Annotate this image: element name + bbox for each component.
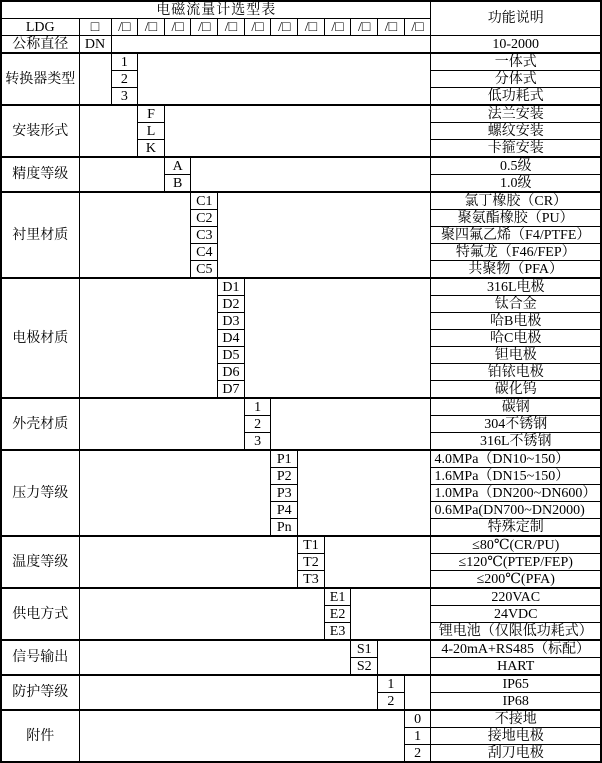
description-cell: 刮刀电极 xyxy=(431,745,601,763)
category-label: 安装形式 xyxy=(1,105,79,157)
description-cell: 特殊定制 xyxy=(431,519,601,537)
model-segment-box: /□ xyxy=(378,19,405,36)
option-row xyxy=(1,398,601,416)
option-row xyxy=(1,53,601,71)
code-cell: DN xyxy=(79,36,111,54)
description-cell: 220VAC xyxy=(431,588,601,606)
category-label: 外壳材质 xyxy=(1,398,79,450)
code-cell: E2 xyxy=(324,606,351,623)
description-cell: 低功耗式 xyxy=(431,88,601,106)
description-cell: 4-20mA+RS485（标配） xyxy=(431,640,601,658)
description-cell: 分体式 xyxy=(431,71,601,88)
spacer-cell xyxy=(79,398,244,450)
category-label: 信号输出 xyxy=(1,640,79,675)
code-cell: D6 xyxy=(218,364,245,381)
code-cell: C1 xyxy=(191,192,218,210)
model-segment-box: /□ xyxy=(111,19,138,36)
spacer-cell xyxy=(378,640,431,675)
description-cell: 0.5级 xyxy=(431,157,601,175)
code-cell: K xyxy=(138,140,165,158)
spacer-cell xyxy=(79,710,404,762)
description-cell: 24VDC xyxy=(431,606,601,623)
code-cell: D3 xyxy=(218,313,245,330)
option-row xyxy=(1,675,601,693)
spacer-cell xyxy=(351,588,431,640)
spacer-cell xyxy=(111,36,431,54)
description-cell: 316L电极 xyxy=(431,278,601,296)
spacer-cell xyxy=(79,53,111,105)
code-cell: C4 xyxy=(191,244,218,261)
code-cell: 2 xyxy=(244,416,271,433)
model-segment-box: /□ xyxy=(324,19,351,36)
spacer-cell xyxy=(138,53,431,105)
model-segment-box: /□ xyxy=(271,19,298,36)
category-label: 防护等级 xyxy=(1,675,79,710)
description-cell: 聚四氟乙烯（F4/PTFE） xyxy=(431,227,601,244)
code-cell: 0 xyxy=(404,710,431,728)
description-cell: 不接地 xyxy=(431,710,601,728)
option-row xyxy=(1,278,601,296)
category-label: 精度等级 xyxy=(1,157,79,192)
code-cell: E3 xyxy=(324,623,351,641)
category-label: 压力等级 xyxy=(1,450,79,536)
description-cell: 1.0MPa（DN200~DN600） xyxy=(431,485,601,502)
code-cell: 1 xyxy=(244,398,271,416)
spacer-cell xyxy=(79,588,324,640)
option-row xyxy=(1,588,601,606)
code-cell: 2 xyxy=(378,693,405,711)
model-segment-box: /□ xyxy=(298,19,325,36)
option-row xyxy=(1,157,601,175)
code-cell: P2 xyxy=(271,468,298,485)
spacer-cell xyxy=(298,450,431,536)
code-cell: E1 xyxy=(324,588,351,606)
description-cell: 接地电极 xyxy=(431,728,601,745)
category-label: 电极材质 xyxy=(1,278,79,398)
code-cell: A xyxy=(164,157,191,175)
model-digit-box: □ xyxy=(79,19,111,36)
description-cell: IP68 xyxy=(431,693,601,711)
option-row xyxy=(1,640,601,658)
model-segment-box: /□ xyxy=(164,19,191,36)
code-cell: S1 xyxy=(351,640,378,658)
description-cell: 锂电池（仅限低功耗式） xyxy=(431,623,601,641)
model-segment-box: /□ xyxy=(404,19,431,36)
code-cell: P1 xyxy=(271,450,298,468)
description-cell: 氯丁橡胶（CR） xyxy=(431,192,601,210)
category-label: 供电方式 xyxy=(1,588,79,640)
dn-row xyxy=(1,36,601,54)
code-cell: 3 xyxy=(111,88,138,106)
spacer-cell xyxy=(164,105,431,157)
code-cell: 1 xyxy=(404,728,431,745)
option-row xyxy=(1,536,601,554)
category-label: 公称直径 xyxy=(1,36,79,54)
description-cell: 哈B电极 xyxy=(431,313,601,330)
code-cell: C5 xyxy=(191,261,218,279)
spacer-cell xyxy=(79,157,164,192)
option-row xyxy=(1,105,601,123)
description-cell: 碳钢 xyxy=(431,398,601,416)
spacer-cell xyxy=(79,192,191,278)
category-label: 转换器类型 xyxy=(1,53,79,105)
model-segment-box: /□ xyxy=(138,19,165,36)
description-cell: ≤120℃(PTEP/FEP) xyxy=(431,554,601,571)
description-cell: 碳化钨 xyxy=(431,381,601,399)
description-cell: 一体式 xyxy=(431,53,601,71)
function-column-header: 功能说明 xyxy=(431,1,601,36)
description-cell: 316L不锈钢 xyxy=(431,433,601,451)
description-cell: ≤80℃(CR/PU) xyxy=(431,536,601,554)
description-cell: 哈C电极 xyxy=(431,330,601,347)
model-segment-box: /□ xyxy=(244,19,271,36)
table-title: 电磁流量计选型表 xyxy=(1,1,431,19)
code-cell: 2 xyxy=(404,745,431,763)
description-cell: IP65 xyxy=(431,675,601,693)
model-prefix: LDG xyxy=(1,19,79,36)
code-cell: P3 xyxy=(271,485,298,502)
code-cell: 3 xyxy=(244,433,271,451)
option-row xyxy=(1,192,601,210)
description-cell: 共聚物（PFA） xyxy=(431,261,601,279)
category-label: 温度等级 xyxy=(1,536,79,588)
code-cell: 1 xyxy=(378,675,405,693)
spacer-cell xyxy=(79,278,218,398)
description-cell: 0.6MPa(DN700~DN2000) xyxy=(431,502,601,519)
spacer-cell xyxy=(79,675,378,710)
option-row xyxy=(1,710,601,728)
spacer-cell xyxy=(218,192,431,278)
code-cell: D2 xyxy=(218,296,245,313)
code-cell: D4 xyxy=(218,330,245,347)
code-cell: B xyxy=(164,175,191,193)
code-cell: 2 xyxy=(111,71,138,88)
description-cell: 钽电极 xyxy=(431,347,601,364)
description-cell: 铂铱电极 xyxy=(431,364,601,381)
code-cell: D7 xyxy=(218,381,245,399)
spacer-cell xyxy=(404,675,431,710)
description-cell: 4.0MPa（DN10~150） xyxy=(431,450,601,468)
code-cell: C3 xyxy=(191,227,218,244)
code-cell: S2 xyxy=(351,658,378,676)
description-cell: 卡箍安装 xyxy=(431,140,601,158)
code-cell: P4 xyxy=(271,502,298,519)
description-cell: 法兰安装 xyxy=(431,105,601,123)
spacer-cell xyxy=(79,450,271,536)
description-cell: 1.0级 xyxy=(431,175,601,193)
description-cell: 10-2000 xyxy=(431,36,601,54)
spacer-cell xyxy=(324,536,431,588)
spacer-cell xyxy=(244,278,431,398)
code-cell: D5 xyxy=(218,347,245,364)
model-segment-box: /□ xyxy=(351,19,378,36)
category-label: 附件 xyxy=(1,710,79,762)
description-cell: 螺纹安装 xyxy=(431,123,601,140)
description-cell: 钛合金 xyxy=(431,296,601,313)
code-cell: T1 xyxy=(298,536,325,554)
description-cell: 304不锈钢 xyxy=(431,416,601,433)
option-row xyxy=(1,450,601,468)
description-cell: HART xyxy=(431,658,601,676)
code-cell: T3 xyxy=(298,571,325,589)
code-cell: T2 xyxy=(298,554,325,571)
description-cell: 聚氨酯橡胶（PU） xyxy=(431,210,601,227)
spacer-cell xyxy=(79,536,298,588)
spacer-cell xyxy=(79,105,138,157)
code-cell: L xyxy=(138,123,165,140)
code-cell: Pn xyxy=(271,519,298,537)
model-segment-box: /□ xyxy=(191,19,218,36)
code-cell: F xyxy=(138,105,165,123)
spacer-cell xyxy=(191,157,431,192)
code-cell: 1 xyxy=(111,53,138,71)
code-cell: D1 xyxy=(218,278,245,296)
category-label: 衬里材质 xyxy=(1,192,79,278)
spacer-cell xyxy=(79,640,351,675)
description-cell: 1.6MPa（DN15~150） xyxy=(431,468,601,485)
description-cell: ≤200℃(PFA) xyxy=(431,571,601,589)
title-row xyxy=(1,1,601,19)
code-cell: C2 xyxy=(191,210,218,227)
spacer-cell xyxy=(271,398,431,450)
model-segment-box: /□ xyxy=(218,19,245,36)
description-cell: 特氟龙（F46/FEP） xyxy=(431,244,601,261)
